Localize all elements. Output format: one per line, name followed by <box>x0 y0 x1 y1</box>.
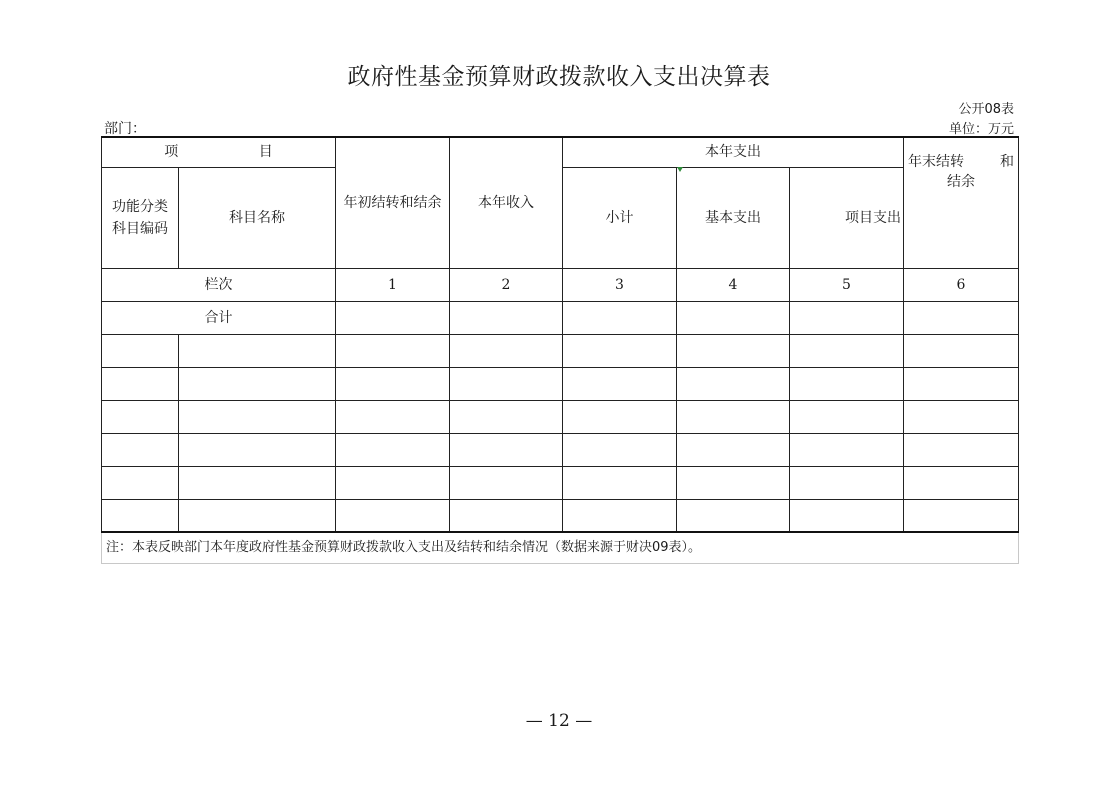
empty-cell <box>563 466 677 499</box>
empty-cell <box>563 499 677 532</box>
table-row <box>102 334 1019 367</box>
table-row <box>102 400 1019 433</box>
empty-cell <box>102 400 179 433</box>
header-basic-expense: 基本支出 <box>677 167 790 268</box>
empty-cell <box>563 334 677 367</box>
empty-cell <box>336 499 450 532</box>
col-index-1: 1 <box>336 268 450 301</box>
empty-cell <box>336 400 450 433</box>
total-cell <box>790 301 904 334</box>
empty-cell <box>179 466 336 499</box>
table-row <box>102 367 1019 400</box>
empty-cell <box>179 499 336 532</box>
empty-cell <box>102 466 179 499</box>
document-title: 政府性基金预算财政拨款收入支出决算表 <box>347 64 771 90</box>
page-number: — 12 — <box>525 711 593 731</box>
empty-cell <box>336 466 450 499</box>
col-index-2: 2 <box>450 268 563 301</box>
empty-cell <box>790 466 904 499</box>
empty-cell <box>450 433 563 466</box>
header-item: 项 目 <box>102 137 336 167</box>
header-current-income: 本年收入 <box>450 137 563 268</box>
empty-cell <box>790 334 904 367</box>
empty-cell <box>179 367 336 400</box>
col-index-4: 4 <box>677 268 790 301</box>
empty-cell <box>904 367 1019 400</box>
empty-cell <box>677 466 790 499</box>
empty-cell <box>450 367 563 400</box>
empty-cell <box>904 400 1019 433</box>
empty-cell <box>904 433 1019 466</box>
header-subject-name: 科目名称 <box>179 167 336 268</box>
empty-cell <box>904 466 1019 499</box>
empty-cell <box>677 499 790 532</box>
empty-cell <box>450 400 563 433</box>
empty-cell <box>336 433 450 466</box>
empty-cell <box>179 400 336 433</box>
header-subtotal: 小计 <box>563 167 677 268</box>
table-row <box>102 466 1019 499</box>
table-row <box>102 433 1019 466</box>
empty-cell <box>336 334 450 367</box>
header-year-end-part1: 年末结转 <box>908 154 965 170</box>
header-opening-balance: 年初结转和结余 <box>336 137 450 268</box>
total-cell <box>450 301 563 334</box>
row-index-label: 栏次 <box>102 268 336 301</box>
empty-cell <box>904 499 1019 532</box>
table-note: 注：本表反映部门本年度政府性基金预算财政拨款收入支出及结转和结余情况（数据来源于财决09表）。 <box>102 532 1019 564</box>
form-number: 公开08表 <box>958 102 1014 117</box>
header-year-end-balance <box>904 137 1019 268</box>
empty-cell <box>450 466 563 499</box>
empty-cell <box>102 367 179 400</box>
unit-label: 单位：万元 <box>948 122 1014 137</box>
empty-cell <box>790 499 904 532</box>
empty-cell <box>336 367 450 400</box>
department-label: 部门： <box>104 121 146 137</box>
empty-cell <box>179 433 336 466</box>
empty-cell <box>102 499 179 532</box>
total-cell <box>677 301 790 334</box>
table-row <box>102 499 1019 532</box>
header-year-end-part3: 结余 <box>947 174 976 190</box>
header-current-expense: 本年支出 <box>563 137 904 167</box>
empty-cell <box>790 433 904 466</box>
empty-cell <box>677 433 790 466</box>
header-func-code <box>102 167 179 268</box>
empty-cell <box>904 334 1019 367</box>
empty-cell <box>450 334 563 367</box>
empty-cell <box>450 499 563 532</box>
cell-marker-icon <box>677 167 683 172</box>
col-index-6: 6 <box>904 268 1019 301</box>
empty-cell <box>563 367 677 400</box>
total-cell <box>336 301 450 334</box>
total-cell <box>563 301 677 334</box>
header-func-code-text: 功能分类科目编码 <box>112 198 168 237</box>
budget-table <box>101 136 1019 564</box>
total-row-label: 合计 <box>102 301 336 334</box>
empty-cell <box>790 400 904 433</box>
header-year-end-part2: 和 <box>1000 154 1015 170</box>
empty-cell <box>179 334 336 367</box>
empty-cell <box>790 367 904 400</box>
col-index-3: 3 <box>563 268 677 301</box>
total-cell <box>904 301 1019 334</box>
header-project-expense: 项目支出 <box>790 167 904 268</box>
empty-cell <box>102 334 179 367</box>
empty-cell <box>563 433 677 466</box>
empty-cell <box>677 334 790 367</box>
empty-cell <box>677 367 790 400</box>
empty-cell <box>677 400 790 433</box>
col-index-5: 5 <box>790 268 904 301</box>
empty-cell <box>102 433 179 466</box>
empty-cell <box>563 400 677 433</box>
